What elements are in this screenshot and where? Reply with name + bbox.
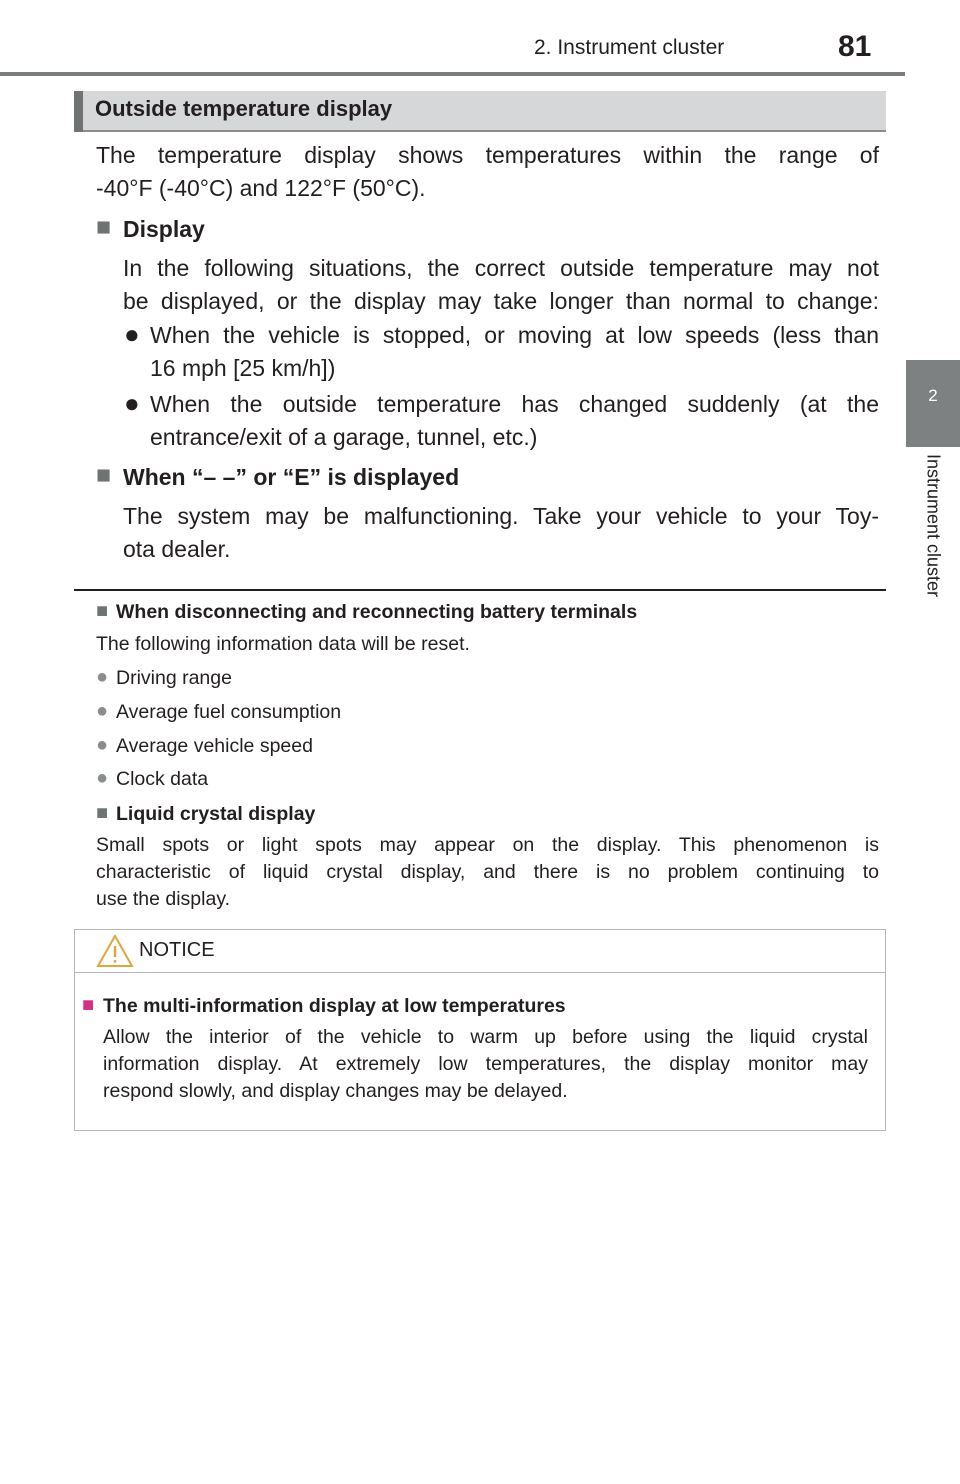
dash-line-2: ota dealer. bbox=[123, 536, 231, 562]
notice-line-2: information display. At extremely low temperatures, the display monitor may bbox=[103, 1053, 868, 1075]
dash-line-1: The system may be malfunctioning. Take your vehicle to your Toy- bbox=[123, 503, 879, 529]
notice-label: NOTICE bbox=[139, 939, 215, 961]
round-bullet-icon: ● bbox=[124, 388, 140, 418]
round-bullet-icon: ● bbox=[124, 319, 140, 349]
display-line-1: In the following situations, the correct outside temperature may not bbox=[123, 255, 879, 281]
display-line-2: be displayed, or the display may take longer than normal to change: bbox=[123, 288, 879, 314]
battery-intro: The following information data will be reset. bbox=[96, 633, 470, 655]
square-bullet-icon: ■ bbox=[96, 213, 112, 241]
chapter-tab-number: 2 bbox=[928, 386, 938, 405]
battery-item: Average fuel consumption bbox=[116, 701, 342, 723]
header-chapter-title: 2. Instrument cluster bbox=[534, 36, 725, 59]
section-header-accent bbox=[74, 91, 83, 132]
battery-item: Average vehicle speed bbox=[116, 735, 313, 757]
notice-heading: The multi-information display at low temperatures bbox=[103, 995, 566, 1017]
chapter-tab-label: Instrument cluster bbox=[923, 454, 944, 598]
battery-item: Driving range bbox=[116, 667, 232, 689]
header-rule bbox=[0, 72, 905, 76]
notice-line-3: respond slowly, and display changes may be delayed. bbox=[103, 1080, 568, 1102]
round-bullet-icon: ● bbox=[96, 734, 109, 756]
lcd-line-1: Small spots or light spots may appear on the display. This phenomenon is bbox=[96, 834, 879, 856]
notice-line-1: Allow the interior of the vehicle to warm up before using the liquid crystal bbox=[103, 1026, 868, 1048]
bullet-2-line-1: When the outside temperature has changed suddenly (at the bbox=[150, 391, 879, 417]
battery-heading: When disconnecting and reconnecting battery terminals bbox=[116, 601, 638, 623]
warning-triangle-icon bbox=[96, 934, 134, 968]
square-bullet-icon: ■ bbox=[82, 994, 95, 1016]
section-title: Outside temperature display bbox=[95, 96, 393, 121]
section-divider bbox=[74, 589, 886, 591]
bullet-1-line-1: When the vehicle is stopped, or moving at low speeds (less than bbox=[150, 322, 879, 348]
intro-line-2: -40°F (-40°C) and 122°F (50°C). bbox=[96, 175, 426, 201]
lcd-line-2: characteristic of liquid crystal display, and there is no problem continuing to bbox=[96, 861, 879, 883]
square-bullet-icon: ■ bbox=[96, 461, 112, 489]
round-bullet-icon: ● bbox=[96, 666, 109, 688]
lcd-line-3: use the display. bbox=[96, 888, 231, 910]
battery-item: Clock data bbox=[116, 768, 209, 790]
lcd-heading: Liquid crystal display bbox=[116, 803, 316, 825]
square-bullet-icon: ■ bbox=[96, 600, 109, 622]
intro-line-1: The temperature display shows temperatures within the range of bbox=[96, 142, 879, 168]
square-bullet-icon: ■ bbox=[96, 802, 109, 824]
bullet-2-line-2: entrance/exit of a garage, tunnel, etc.) bbox=[150, 424, 538, 450]
page-number: 81 bbox=[838, 30, 872, 63]
bullet-1-line-2: 16 mph [25 km/h]) bbox=[150, 355, 336, 381]
round-bullet-icon: ● bbox=[96, 767, 109, 789]
dash-heading: When “– –” or “E” is displayed bbox=[123, 464, 460, 490]
chapter-tab-label-wrap bbox=[906, 454, 960, 640]
notice-separator bbox=[75, 972, 885, 973]
round-bullet-icon: ● bbox=[96, 700, 109, 722]
display-heading: Display bbox=[123, 216, 205, 242]
